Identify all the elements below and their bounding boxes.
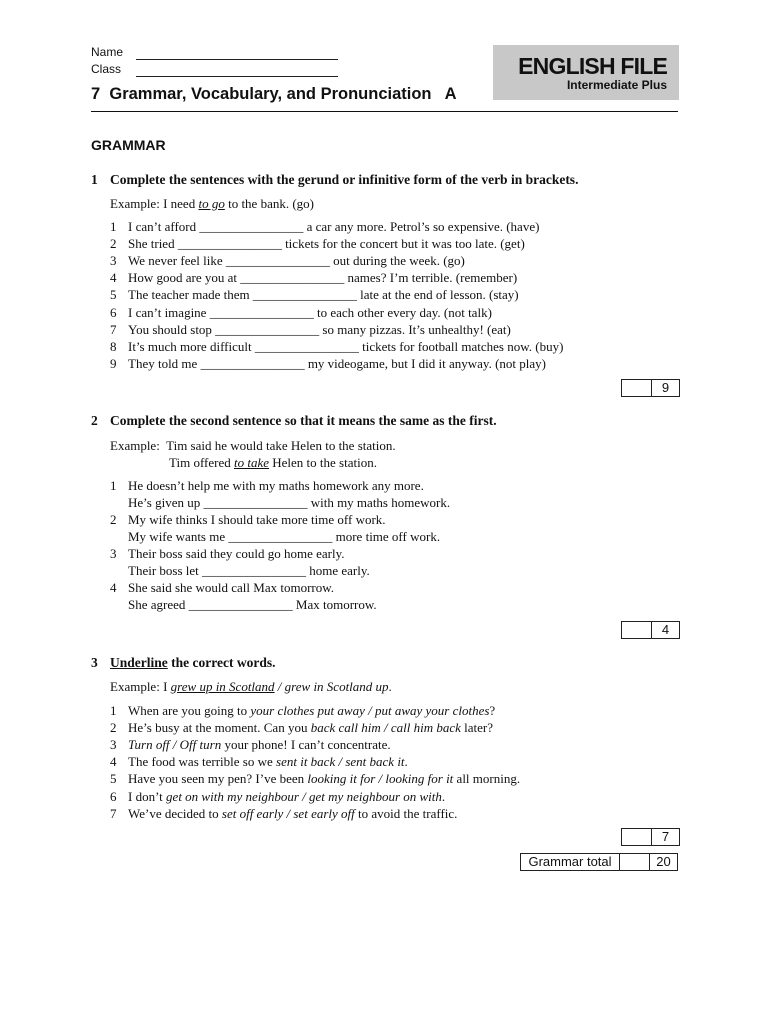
- grammar-total-input[interactable]: [620, 854, 650, 870]
- task1-example-after: to the bank. (go): [224, 196, 314, 211]
- brand-logo-box: [493, 45, 679, 100]
- item-number: 4: [110, 754, 117, 770]
- task1-instruction-text: Complete the sentences with the gerund or infinitive form of the verb in brackets.: [110, 172, 579, 187]
- task1-number: 1: [91, 172, 98, 187]
- task2-example2-answer: to take: [234, 455, 270, 470]
- task3-item-options[interactable]: get on with my neighbour / get my neighbour on with: [166, 788, 442, 804]
- task3-item: [128, 702, 495, 719]
- task1-example-label: Example:: [110, 196, 160, 211]
- item-number: 6: [110, 788, 117, 804]
- item-number: 9: [110, 355, 117, 371]
- name-field[interactable]: [136, 58, 338, 60]
- item-number: 5: [110, 771, 117, 787]
- item-number: 3: [110, 737, 117, 753]
- task3-item: [128, 719, 493, 736]
- task2-item-rewrite: My wife wants me ________________ more time off work.: [128, 529, 441, 544]
- item-number: 7: [110, 805, 117, 821]
- task3-score-value: 7: [661, 829, 670, 844]
- class-field[interactable]: [136, 75, 338, 77]
- task1-score-input[interactable]: [622, 380, 652, 396]
- task3-score-box: [621, 828, 680, 846]
- item-number: 1: [110, 478, 117, 493]
- task1-instruction: [91, 172, 578, 188]
- task2-example-sentence: Tim said he would take Helen to the station.: [166, 438, 396, 453]
- task2-number: 2: [91, 413, 98, 428]
- task3-item-post: your phone! I can’t concentrate.: [221, 737, 391, 753]
- task3-item: [128, 753, 408, 770]
- task1-example-before: I need: [163, 196, 199, 211]
- task2-example-line2: [169, 454, 377, 471]
- task3-item-pre: I don’t: [128, 788, 167, 804]
- grammar-total-value: 20: [656, 854, 671, 869]
- title-rule: [91, 111, 678, 112]
- task3-item-pre: He’s busy at the moment. Can you: [128, 720, 311, 736]
- brand-title: ENGLISH FILE: [518, 53, 667, 79]
- task3-example-label: Example:: [110, 679, 160, 694]
- task3-instruction-underlined: Underline: [110, 655, 168, 670]
- task2-item-original: Their boss said they could go home early.: [128, 546, 345, 561]
- task3-example-separator: /: [274, 679, 285, 694]
- section-title: GRAMMAR: [91, 137, 166, 153]
- task2-item-original: She said she would call Max tomorrow.: [128, 580, 335, 595]
- task2-score-box: [621, 621, 680, 639]
- task3-item-pre: Have you seen my pen? I’ve been: [128, 771, 308, 787]
- task3-item-post: ?: [489, 703, 496, 718]
- task1-score-box: [621, 379, 680, 397]
- task1-item: We never feel like ________________ out during the week. (go): [128, 253, 465, 269]
- task3-item-pre: The food was terrible so we: [128, 754, 277, 770]
- task2-item-rewrite: She agreed ________________ Max tomorrow.: [128, 597, 377, 612]
- item-number: 2: [110, 236, 117, 252]
- task1-item: I can’t afford ________________ a car any more. Petrol’s so expensive. (have): [128, 219, 540, 234]
- item-number: 1: [110, 219, 117, 234]
- task1-example-answer: to go: [198, 196, 225, 211]
- task2-score-input[interactable]: [622, 622, 652, 638]
- unit-version: A: [444, 85, 457, 103]
- task2-example-label: Example:: [110, 438, 160, 453]
- task2-example2-before: Tim offered: [169, 455, 234, 470]
- task3-item-pre: When are you going to: [128, 703, 251, 718]
- task1-item: It’s much more difficult ________________ tickets for football matches now. (buy): [128, 338, 564, 354]
- item-number: 7: [110, 321, 117, 337]
- task2-item-rewrite: Their boss let ________________ home early.: [128, 563, 370, 578]
- class-label: Class: [91, 62, 122, 76]
- task2-item-original: He doesn’t help me with my maths homework any more.: [128, 478, 424, 493]
- brand-subtitle: Intermediate Plus: [566, 78, 667, 92]
- task3-item-post: later?: [460, 720, 494, 736]
- item-number: 4: [110, 580, 117, 595]
- task3-item: [128, 788, 445, 805]
- task2-example2-after: Helen to the station.: [269, 455, 377, 470]
- task3-item-options[interactable]: sent it back / sent back it: [276, 754, 405, 770]
- task3-item-options[interactable]: set off early / set early off: [221, 805, 355, 821]
- task3-example: [110, 678, 392, 695]
- task3-item: [128, 770, 520, 787]
- task1-score-value: 9: [661, 380, 670, 395]
- task3-item: [128, 736, 391, 753]
- grammar-total-label: Grammar total: [521, 854, 620, 870]
- task3-item-options[interactable]: looking it for / looking for it: [307, 771, 454, 787]
- task3-item-options[interactable]: Turn off / Off turn: [128, 737, 222, 753]
- task1-item: The teacher made them ________________ late at the end of lesson. (stay): [128, 287, 519, 303]
- grammar-total-box: [520, 853, 678, 871]
- task3-number: 3: [91, 655, 98, 670]
- item-number: 8: [110, 338, 117, 354]
- item-number: 6: [110, 304, 117, 320]
- task1-item: You should stop ________________ so many pizzas. It’s unhealthy! (eat): [128, 321, 511, 337]
- task3-item-post: .: [404, 754, 408, 770]
- task3-item-post: all morning.: [453, 771, 521, 787]
- item-number: 3: [110, 253, 117, 269]
- task3-example-pre: I: [163, 679, 171, 694]
- task2-score-value: 4: [661, 622, 670, 637]
- item-number: 2: [110, 720, 117, 736]
- task3-example-option1: grew up in Scotland: [170, 679, 275, 694]
- task3-item-pre: We’ve decided to: [128, 805, 222, 821]
- task1-item: She tried ________________ tickets for the concert but it was too late. (get): [128, 236, 525, 252]
- task1-item: How good are you at ________________ names? I’m terrible. (remember): [128, 270, 518, 286]
- task3-item-options[interactable]: your clothes put away / put away your clothes: [250, 703, 490, 718]
- task3-example-post: .: [388, 679, 392, 694]
- task3-score-input[interactable]: [622, 829, 652, 845]
- item-number: 2: [110, 512, 117, 527]
- task2-item-original: My wife thinks I should take more time off work.: [128, 512, 386, 527]
- task1-item: I can’t imagine ________________ to each other every day. (not talk): [128, 304, 492, 320]
- task1-item: They told me ________________ my videogame, but I did it anyway. (not play): [128, 355, 546, 371]
- unit-title: Grammar, Vocabulary, and Pronunciation: [109, 85, 432, 103]
- task3-item: [128, 805, 457, 822]
- unit-number: 7: [91, 85, 101, 103]
- item-number: 5: [110, 287, 117, 303]
- task2-example-line1: [110, 437, 396, 454]
- name-label: Name: [91, 45, 124, 59]
- task3-item-post: to avoid the traffic.: [354, 805, 458, 821]
- task2-instruction: [91, 413, 497, 429]
- task1-example: [110, 195, 314, 212]
- task3-item-options[interactable]: back call him / call him back: [310, 720, 461, 736]
- task3-example-option2: grew in Scotland up: [284, 679, 389, 694]
- item-number: 4: [110, 270, 117, 286]
- item-number: 1: [110, 703, 117, 718]
- task2-item-rewrite: He’s given up ________________ with my maths homework.: [128, 495, 451, 510]
- task3-instruction: [91, 655, 275, 671]
- task3-item-post: .: [441, 788, 446, 804]
- task2-instruction-text: Complete the second sentence so that it means the same as the first.: [110, 413, 497, 428]
- task3-instruction-rest: the correct words.: [167, 655, 276, 670]
- page-title: [91, 85, 457, 104]
- item-number: 3: [110, 546, 117, 561]
